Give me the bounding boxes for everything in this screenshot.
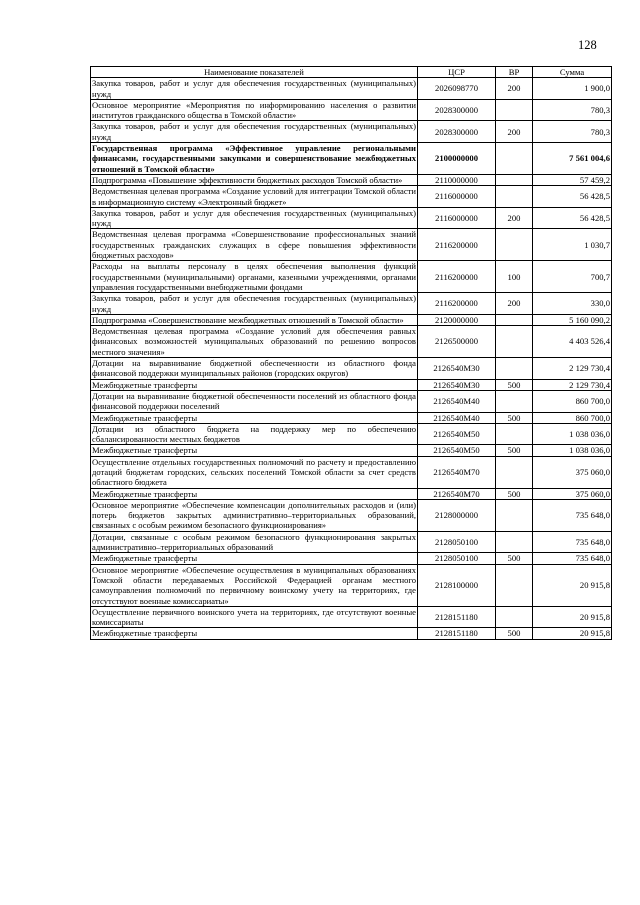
table-header-row bbox=[91, 67, 612, 78]
row-name: Закупка товаров, работ и услуг для обеспечения государственных (муниципальных) нужд bbox=[92, 207, 416, 229]
row-sum: 330,0 bbox=[533, 293, 612, 315]
row-name: Межбюджетные трансферты bbox=[91, 628, 418, 639]
row-name: Дотации на выравнивание бюджетной обеспеченности поселений из областного фонда финансовой поддержки поселений bbox=[92, 390, 416, 412]
row-csr: 2126500000 bbox=[418, 326, 496, 358]
table-row bbox=[91, 358, 612, 380]
table-row bbox=[91, 456, 612, 488]
row-csr: 2126540М40 bbox=[418, 390, 496, 412]
table-row bbox=[91, 379, 612, 390]
table-row bbox=[91, 499, 612, 531]
row-sum: 57 459,2 bbox=[533, 174, 612, 185]
row-name: Межбюджетные трансферты bbox=[91, 445, 418, 456]
row-sum: 375 060,0 bbox=[533, 488, 612, 499]
row-csr: 2126540М30 bbox=[418, 358, 496, 380]
row-csr: 2126540М50 bbox=[418, 423, 496, 445]
row-sum: 1 900,0 bbox=[533, 78, 612, 100]
row-name: Ведомственная целевая программа «Создание условий для обеспечения равных финансовых возможностей муниципальных образований по решению вопросов местного значения» bbox=[92, 326, 416, 357]
row-name: Межбюджетные трансферты bbox=[91, 379, 418, 390]
row-csr: 2126540М50 bbox=[418, 445, 496, 456]
table-row bbox=[91, 261, 612, 293]
row-vr: 100 bbox=[496, 261, 533, 293]
table-row bbox=[91, 229, 612, 261]
table-row bbox=[91, 143, 612, 175]
row-csr: 2128050100 bbox=[418, 531, 496, 553]
row-vr bbox=[496, 531, 533, 553]
header-sum: Сумма bbox=[533, 67, 612, 78]
table-row bbox=[91, 99, 612, 121]
row-vr: 500 bbox=[496, 445, 533, 456]
row-vr: 500 bbox=[496, 488, 533, 499]
row-csr: 2028300000 bbox=[418, 121, 496, 143]
row-csr: 2126540М30 bbox=[418, 379, 496, 390]
row-vr: 500 bbox=[496, 412, 533, 423]
row-sum: 780,3 bbox=[533, 121, 612, 143]
row-sum: 700,7 bbox=[533, 261, 612, 293]
row-name: Дотации из областного бюджета на поддержку мер по обеспечению сбалансированности местных бюджетов bbox=[92, 423, 416, 445]
table-row bbox=[91, 207, 612, 229]
table-body bbox=[91, 78, 612, 639]
row-vr: 200 bbox=[496, 207, 533, 229]
row-name: Межбюджетные трансферты bbox=[91, 553, 418, 564]
row-name: Основное мероприятие «Мероприятия по информированию населения о развитии институтов гражданского общества в Томской области» bbox=[92, 99, 416, 121]
row-csr: 2126540М70 bbox=[418, 488, 496, 499]
row-csr: 2126540М70 bbox=[418, 456, 496, 488]
row-vr: 500 bbox=[496, 553, 533, 564]
table-row bbox=[91, 174, 612, 185]
row-vr bbox=[496, 326, 533, 358]
table-row bbox=[91, 326, 612, 358]
header-name: Наименование показателей bbox=[91, 67, 418, 78]
row-name: Основное мероприятие «Обеспечение компенсации дополнительных расходов и (или) потерь бюджетов закрытых административно–территориальных образований, связанных с особым режимом безопасного функционирования» bbox=[92, 499, 416, 531]
row-csr: 2128151180 bbox=[418, 606, 496, 628]
row-csr: 2116000000 bbox=[418, 186, 496, 208]
row-csr: 2110000000 bbox=[418, 174, 496, 185]
row-vr bbox=[496, 606, 533, 628]
row-name: Закупка товаров, работ и услуг для обеспечения государственных (муниципальных) нужд bbox=[92, 78, 416, 99]
row-csr: 2128100000 bbox=[418, 564, 496, 606]
row-name: Осуществление первичного воинского учета на территориях, где отсутствуют военные комиссариаты bbox=[92, 606, 416, 628]
row-sum: 5 160 090,2 bbox=[533, 314, 612, 325]
row-sum: 4 403 526,4 bbox=[533, 326, 612, 358]
row-sum: 20 915,8 bbox=[533, 606, 612, 628]
table-row bbox=[91, 293, 612, 315]
row-vr: 200 bbox=[496, 78, 533, 100]
row-sum: 860 700,0 bbox=[533, 390, 612, 412]
table-row bbox=[91, 564, 612, 606]
row-vr: 200 bbox=[496, 121, 533, 143]
row-name: Закупка товаров, работ и услуг для обеспечения государственных (муниципальных) нужд bbox=[92, 121, 416, 142]
table-row bbox=[91, 606, 612, 628]
table-row bbox=[91, 445, 612, 456]
row-vr: 200 bbox=[496, 293, 533, 315]
header-csr: ЦСР bbox=[418, 67, 496, 78]
row-sum: 56 428,5 bbox=[533, 207, 612, 229]
row-sum: 2 129 730,4 bbox=[533, 358, 612, 380]
table-row bbox=[91, 314, 612, 325]
row-name: Закупка товаров, работ и услуг для обеспечения государственных (муниципальных) нужд bbox=[92, 293, 416, 314]
row-sum: 735 648,0 bbox=[533, 553, 612, 564]
row-name: Государственная программа «Эффективное управление региональными финансами, государственными закупками и совершенствование межбюджетных отношений в Томской области» bbox=[92, 143, 416, 174]
row-csr: 2100000000 bbox=[418, 143, 496, 175]
row-vr: 500 bbox=[496, 628, 533, 639]
row-csr: 2116000000 bbox=[418, 207, 496, 229]
row-vr: 500 bbox=[496, 379, 533, 390]
row-sum: 375 060,0 bbox=[533, 456, 612, 488]
table-row bbox=[91, 78, 612, 100]
row-csr: 2028300000 bbox=[418, 99, 496, 121]
row-csr: 2116200000 bbox=[418, 229, 496, 261]
row-name: Межбюджетные трансферты bbox=[91, 488, 418, 499]
row-vr bbox=[496, 99, 533, 121]
row-csr: 2116200000 bbox=[418, 293, 496, 315]
row-vr bbox=[496, 314, 533, 325]
table-row bbox=[91, 423, 612, 445]
row-sum: 56 428,5 bbox=[533, 186, 612, 208]
table-row bbox=[91, 121, 612, 143]
row-csr: 2126540М40 bbox=[418, 412, 496, 423]
row-vr bbox=[496, 564, 533, 606]
row-name: Дотации, связанные с особым режимом безопасного функционирования закрытых административно–территориальных образований bbox=[92, 531, 416, 553]
row-vr bbox=[496, 358, 533, 380]
row-csr: 2116200000 bbox=[418, 261, 496, 293]
row-vr bbox=[496, 423, 533, 445]
row-sum: 2 129 730,4 bbox=[533, 379, 612, 390]
row-sum: 780,3 bbox=[533, 99, 612, 121]
row-name: Подпрограмма «Повышение эффективности бюджетных расходов Томской области» bbox=[91, 174, 418, 185]
row-name: Подпрограмма «Совершенствование межбюджетных отношений в Томской области» bbox=[91, 314, 418, 325]
row-sum: 1 038 036,0 bbox=[533, 423, 612, 445]
row-sum: 1 038 036,0 bbox=[533, 445, 612, 456]
table-row bbox=[91, 628, 612, 639]
row-sum: 735 648,0 bbox=[533, 531, 612, 553]
row-vr bbox=[496, 499, 533, 531]
table-row bbox=[91, 488, 612, 499]
row-csr: 2128151180 bbox=[418, 628, 496, 639]
row-vr bbox=[496, 174, 533, 185]
row-sum: 7 561 004,6 bbox=[533, 143, 612, 175]
row-name: Основное мероприятие «Обеспечение осуществления в муниципальных образованиях Томской области передаваемых Российской Федерацией органам местного самоуправления полномочий по первичному воинскому учету на территориях, где отсутствуют военные комиссариаты» bbox=[92, 564, 416, 606]
table-row bbox=[91, 186, 612, 208]
row-name: Осуществление отдельных государственных полномочий по расчету и предоставлению дотаций бюджетам городских, сельских поселений Томской области за счет средств областного бюджета bbox=[92, 456, 416, 488]
row-csr: 2128000000 bbox=[418, 499, 496, 531]
row-name: Расходы на выплаты персоналу в целях обеспечения выполнения функций государственными (муниципальными) органами, казенными учреждениями, органами управления государственными внебюджетными фондами bbox=[92, 261, 416, 292]
row-vr bbox=[496, 390, 533, 412]
row-sum: 1 030,7 bbox=[533, 229, 612, 261]
row-name: Дотации на выравнивание бюджетной обеспеченности из областного фонда финансовой поддержки муниципальных районов (городских округов) bbox=[92, 358, 416, 379]
row-csr: 2026098770 bbox=[418, 78, 496, 100]
table-row bbox=[91, 553, 612, 564]
row-vr bbox=[496, 143, 533, 175]
table-row bbox=[91, 531, 612, 553]
row-csr: 2120000000 bbox=[418, 314, 496, 325]
budget-table bbox=[90, 66, 612, 640]
row-vr bbox=[496, 186, 533, 208]
header-vr: ВР bbox=[496, 67, 533, 78]
row-csr: 2128050100 bbox=[418, 553, 496, 564]
row-vr bbox=[496, 229, 533, 261]
page-number: 128 bbox=[578, 38, 597, 52]
table-row bbox=[91, 412, 612, 423]
table-row bbox=[91, 390, 612, 412]
row-name: Ведомственная целевая программа «Совершенствование профессиональных знаний государственных гражданских служащих в сфере повышения эффективности бюджетных расходов» bbox=[92, 229, 416, 261]
row-sum: 20 915,8 bbox=[533, 628, 612, 639]
row-name: Межбюджетные трансферты bbox=[91, 412, 418, 423]
row-vr bbox=[496, 456, 533, 488]
row-sum: 20 915,8 bbox=[533, 564, 612, 606]
row-name: Ведомственная целевая программа «Создание условий для интеграции Томской области в информационную систему «Электронный бюджет» bbox=[92, 186, 416, 207]
row-sum: 860 700,0 bbox=[533, 412, 612, 423]
row-sum: 735 648,0 bbox=[533, 499, 612, 531]
